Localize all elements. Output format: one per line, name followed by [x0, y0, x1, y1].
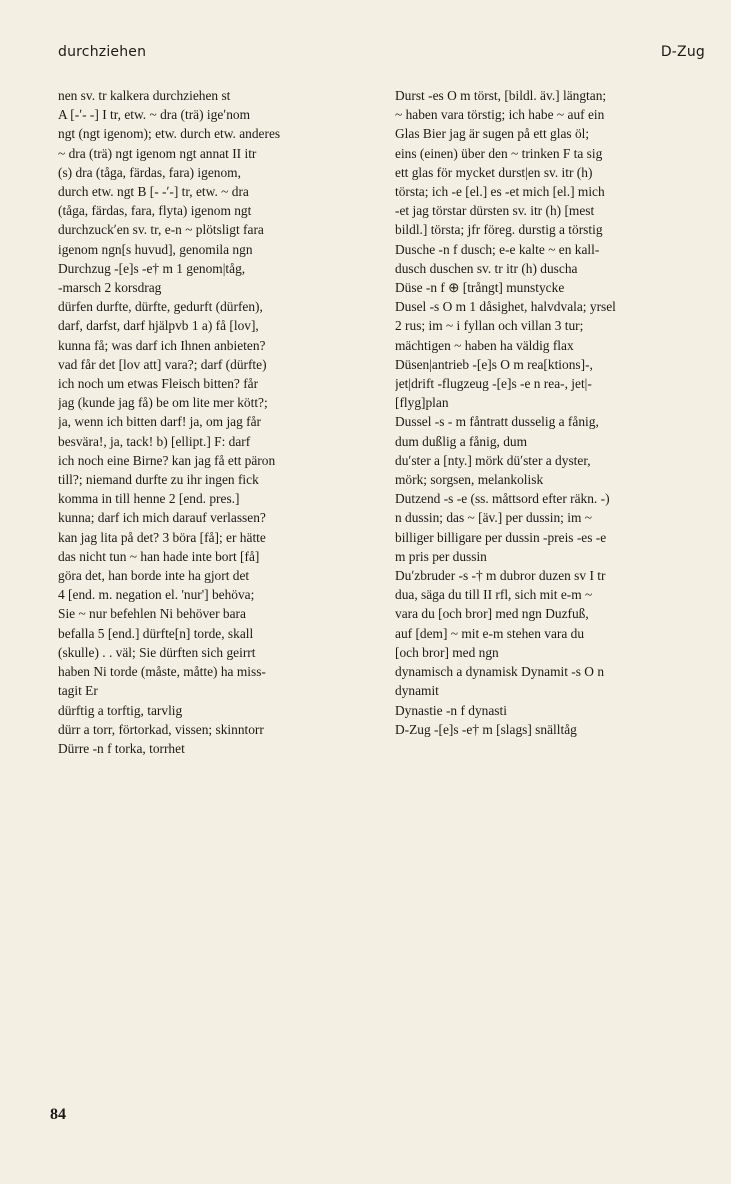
entry-line: jag (kunde jag få) be om lite mer kött?;: [58, 395, 268, 411]
entry-line: (skulle) . . väl; Sie dürften sich geirrt: [58, 644, 256, 660]
entry-line: haben Ni torde (måste, måtte) ha miss-: [58, 664, 266, 680]
entry-line: ngt (ngt igenom); etw. durch etw. anderes: [58, 126, 281, 142]
left-column: [58, 86, 370, 758]
entry-line: durchzuckʹen sv. tr, e-n ~ plötsligt fara: [58, 222, 264, 238]
entry-line: dürfen durfte, dürfte, gedurft (dürfen),: [58, 299, 263, 315]
entry-line: vad får det [lov att] vara?; darf (dürfte): [58, 356, 267, 372]
entry-line: -marsch 2 korsdrag: [58, 280, 162, 296]
entry-line: Durchzug -[e]s -e† m 1 genom|tåg,: [58, 260, 246, 276]
entry-line: [flyg]plan: [395, 395, 449, 411]
entry-line: igenom ngn[s huvud], genomila ngn: [58, 241, 253, 257]
entry-line: dürftig a torftig, tarvlig: [58, 702, 183, 718]
entry-line: Dürre -n f torka, torrhet: [58, 740, 185, 756]
entry-line: kan jag lita på det? 3 böra [få]; er hätte: [58, 529, 266, 545]
entry-line: törsta; ich -e [el.] es -et mich [el.] mich: [395, 184, 605, 200]
entry-line: befalla 5 [end.] dürfte[n] torde, skall: [58, 625, 254, 641]
entry-line: Glas Bier jag är sugen på ett glas öl;: [395, 126, 590, 142]
entry-line: nen sv. tr kalkera durchziehen st: [58, 88, 231, 103]
entry-line: duʹster a [nty.] mörk düʹster a dyster,: [395, 452, 591, 468]
entry-line: Sie ~ nur befehlen Ni behöver bara: [58, 606, 246, 622]
entry-line: (tåga, färdas, fara, flyta) igenom ngt: [58, 203, 252, 219]
entry-line: n dussin; das ~ [äv.] per dussin; im ~: [395, 510, 592, 526]
entry-line: D-Zug -[e]s -e† m [slags] snälltåg: [395, 721, 577, 737]
entry-line: tagit Er: [58, 683, 98, 699]
entry-line: dum dußlig a fånig, dum: [395, 433, 528, 449]
entry-line: eins (einen) über den ~ trinken F ta sig: [395, 145, 603, 161]
entry-line: ich noch eine Birne? kan jag få ett päron: [58, 452, 276, 468]
entry-line: bildl.] törsta; jfr föreg. durstig a törstig: [395, 222, 603, 238]
right-column: [395, 86, 709, 739]
entry-line: ich noch um etwas Fleisch bitten? får: [58, 376, 259, 392]
page-number: 84: [50, 1106, 66, 1123]
entry-line: -et jag törstar dürsten sv. itr (h) [mest: [395, 203, 595, 219]
entry-line: vara du [och bror] med ngn Duzfuß,: [395, 606, 589, 622]
entry-line: Dynastie -n f dynasti: [395, 702, 507, 718]
entry-line: das nicht tun ~ han hade inte bort [få]: [58, 548, 260, 564]
entry-line: jet|drift -flugzeug -[e]s -e n rea-, jet|-: [395, 376, 592, 392]
entry-line: dusch duschen sv. tr itr (h) duscha: [395, 260, 578, 276]
entry-line: A [-ʹ- -] I tr, etw. ~ dra (trä) igeʹnom: [58, 107, 251, 123]
entry-line: kunna; darf ich mich darauf verlassen?: [58, 510, 266, 526]
entry-line: durch etw. ngt B [- -ʹ-] tr, etw. ~ dra: [58, 184, 249, 200]
entry-line: ja, wenn ich bitten darf! ja, om jag får: [58, 414, 262, 430]
entry-line: Düsen|antrieb -[e]s O m rea[ktions]-,: [395, 356, 593, 372]
entry-line: Dusel -s O m 1 dåsighet, halvdvala; yrsel: [395, 299, 616, 315]
entry-line: (s) dra (tåga, färdas, fara) igenom,: [58, 164, 241, 180]
entry-line: m pris per dussin: [395, 548, 487, 564]
entry-line: dynamit: [395, 683, 439, 699]
entry-line: ~ dra (trä) ngt igenom ngt annat II itr: [58, 145, 257, 161]
entry-line: [och bror] med ngn: [395, 644, 499, 660]
entry-line: Duʹzbruder -s -† m dubror duzen sv I tr: [395, 568, 606, 584]
entry-line: göra det, han borde inte ha gjort det: [58, 568, 250, 584]
entry-line: ett glas för mycket durst|en sv. itr (h): [395, 164, 593, 180]
entry-line: 4 [end. m. negation el. 'nur'] behöva;: [58, 587, 255, 603]
entry-line: Dussel -s - m fåntratt dusselig a fånig,: [395, 414, 599, 430]
entry-line: 2 rus; im ~ i fyllan och villan 3 tur;: [395, 318, 584, 334]
entry-line: mörk; sorgsen, melankolisk: [395, 472, 544, 488]
entry-line: Durst -es O m törst, [bildl. äv.] längtan;: [395, 88, 607, 103]
entry-line: besvära!, ja, tack! b) [ellipt.] F: darf: [58, 433, 251, 449]
entry-line: mächtigen ~ haben ha väldig flax: [395, 337, 574, 353]
entry-line: ~ haben vara törstig; ich habe ~ auf ein: [395, 107, 605, 123]
entry-line: Düse -n f ⊕ [trångt] munstycke: [395, 280, 565, 296]
entry-line: dürr a torr, förtorkad, vissen; skinntorr: [58, 721, 264, 737]
entry-line: billiger billigare per dussin -preis -es -e: [395, 529, 607, 545]
entry-line: Dutzend -s -e (ss. måttsord efter räkn. -): [395, 491, 610, 507]
entry-line: kunna få; was darf ich Ihnen anbieten?: [58, 337, 266, 353]
entry-line: dua, säga du till II rfl, sich mit e-m ~: [395, 587, 593, 603]
entry-line: komma in till henne 2 [end. pres.]: [58, 491, 240, 507]
running-head-left: durchziehen: [58, 44, 147, 60]
running-head-right: D-Zug: [660, 44, 705, 60]
entry-line: auf [dem] ~ mit e-m stehen vara du: [395, 625, 585, 641]
entry-line: darf, darfst, darf hjälpvb 1 a) få [lov],: [58, 318, 259, 334]
entry-line: Dusche -n f dusch; e-e kalte ~ en kall-: [395, 241, 600, 257]
entry-line: till?; niemand durfte zu ihr ingen fick: [58, 472, 259, 488]
entry-line: dynamisch a dynamisk Dynamit -s O n: [395, 664, 605, 680]
